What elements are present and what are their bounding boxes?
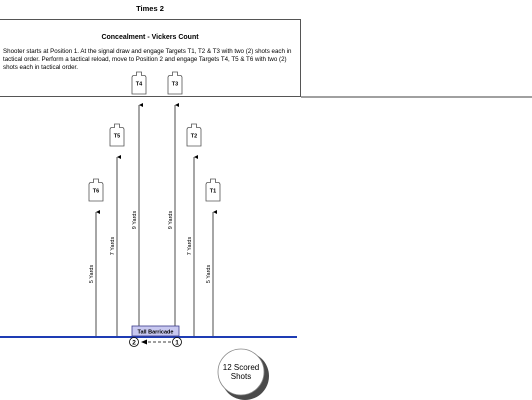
distance-marker: [110, 157, 117, 336]
distance-marker: [132, 105, 139, 336]
distance-label: 5 Yards: [89, 264, 95, 284]
distance-marker: [187, 157, 194, 336]
distance-label: 9 Yards: [168, 210, 174, 230]
distance-label: 7 Yards: [110, 236, 116, 256]
target-t2: [187, 124, 201, 146]
position-1: [173, 338, 182, 347]
target-label: T1: [209, 188, 217, 195]
distance-marker: [168, 105, 175, 336]
target-t6: [89, 179, 103, 201]
targets: [89, 72, 220, 201]
target-label: T5: [113, 133, 121, 140]
target-t5: [110, 124, 124, 146]
target-t4: [132, 72, 146, 94]
target-label: T6: [92, 188, 100, 195]
target-label: T3: [171, 81, 179, 88]
target-t3: [168, 72, 182, 94]
scoring-line1: 12 Scored: [222, 363, 260, 372]
distance-marker: [89, 212, 96, 336]
movement-arrow: [141, 340, 171, 345]
distance-label: 5 Yards: [206, 264, 212, 284]
scoring-badge: [218, 349, 269, 400]
target-t1: [206, 179, 220, 201]
target-label: T2: [190, 133, 198, 140]
tall-barricade: [132, 326, 179, 336]
distance-label: 7 Yards: [187, 236, 193, 256]
page-title: Times 2: [136, 4, 164, 13]
position-2-label: 2: [132, 339, 136, 347]
position-1-label: 1: [175, 339, 179, 347]
target-label: T4: [135, 81, 143, 88]
scoring-line2: Shots: [230, 372, 252, 381]
position-2: [130, 338, 139, 347]
barricade-label: Tall Barricade: [137, 329, 174, 336]
stage-description: Shooter starts at Position 1. At the signal draw and engage Targets T1, T2 & T3 with two (2) shots each in tactical order. Perform a tactical reload, move to Position 2 and engage Targets T4, T5 & T6 with two (2) shots each in tactical order.: [3, 48, 292, 71]
distance-label: 9 Yards: [132, 210, 138, 230]
stage-title: Concealment - Vickers Count: [101, 34, 199, 41]
distance-marker: [206, 212, 213, 336]
